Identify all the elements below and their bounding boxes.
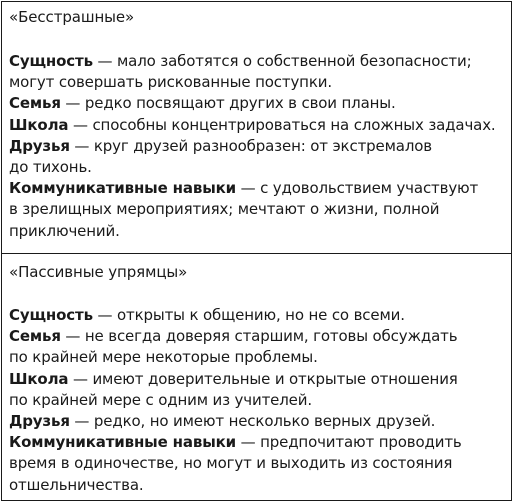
line-term: Школа <box>9 369 69 388</box>
section-title: «Пассивные упрямцы» <box>9 263 188 281</box>
line-term: Семья <box>9 327 61 346</box>
section-title: «Бесстрашные» <box>9 8 135 26</box>
line-text: время в одиночестве, но могут и выходить из состояния <box>9 454 453 473</box>
text-line <box>9 51 507 72</box>
text-line <box>9 326 507 347</box>
line-term: Друзья <box>9 136 70 155</box>
line-text: могут совершать рискованные поступки. <box>9 73 332 92</box>
text-line <box>9 93 507 114</box>
line-term: Школа <box>9 115 69 134</box>
line-text: по крайней мере с одним из учителей. <box>9 390 312 409</box>
line-term: Семья <box>9 94 61 113</box>
text-line <box>9 475 507 496</box>
text-line <box>9 347 507 368</box>
section-passive-stubborn <box>2 253 511 499</box>
line-text: — мало заботятся о собственной безопасности; <box>92 52 472 70</box>
text-line <box>9 157 507 178</box>
line-text: по крайней мере некоторые проблемы. <box>9 348 318 367</box>
text-line <box>9 221 507 242</box>
line-text: — предпочитают проводить <box>236 433 462 452</box>
line-text: — не всегда доверяя старшим, готовы обсуждать <box>60 327 458 346</box>
line-text: — редко посвящают других в свои планы. <box>60 94 396 113</box>
line-text: приключений. <box>9 221 120 240</box>
text-line <box>9 178 507 199</box>
text-line <box>9 453 507 474</box>
line-term: Друзья <box>9 412 70 431</box>
section-body <box>9 51 507 242</box>
line-text: до тихонь. <box>9 158 92 177</box>
text-line <box>9 390 507 411</box>
line-text: — имеют доверительные и открытые отношения <box>68 369 458 388</box>
line-term: Коммуникативные навыки <box>9 179 236 198</box>
line-text: в зрелищных мероприятиях; мечтают о жизни, полной <box>9 200 440 219</box>
section-fearless <box>2 2 511 253</box>
line-text: отшельничества. <box>9 475 144 494</box>
text-line <box>9 411 507 432</box>
personality-types-table <box>1 1 512 501</box>
text-line <box>9 432 507 453</box>
line-text: — открыты к общению, но не со всеми. <box>92 306 405 324</box>
text-line <box>9 136 507 157</box>
section-body <box>9 305 507 496</box>
line-term: Коммуникативные навыки <box>9 433 236 452</box>
line-text: — способны концентрироваться на сложных задачах. <box>68 115 496 134</box>
line-text: — с удовольствием участвуют <box>236 179 479 198</box>
line-text: — круг друзей разнообразен: от экстремалов <box>69 136 432 155</box>
text-line <box>9 115 507 136</box>
text-line <box>9 199 507 220</box>
line-term: Сущность <box>9 306 93 324</box>
text-line <box>9 369 507 390</box>
text-line <box>9 305 507 326</box>
line-term: Сущность <box>9 52 93 70</box>
line-text: — редко, но имеют несколько верных друзей. <box>69 412 436 431</box>
text-line <box>9 72 507 93</box>
